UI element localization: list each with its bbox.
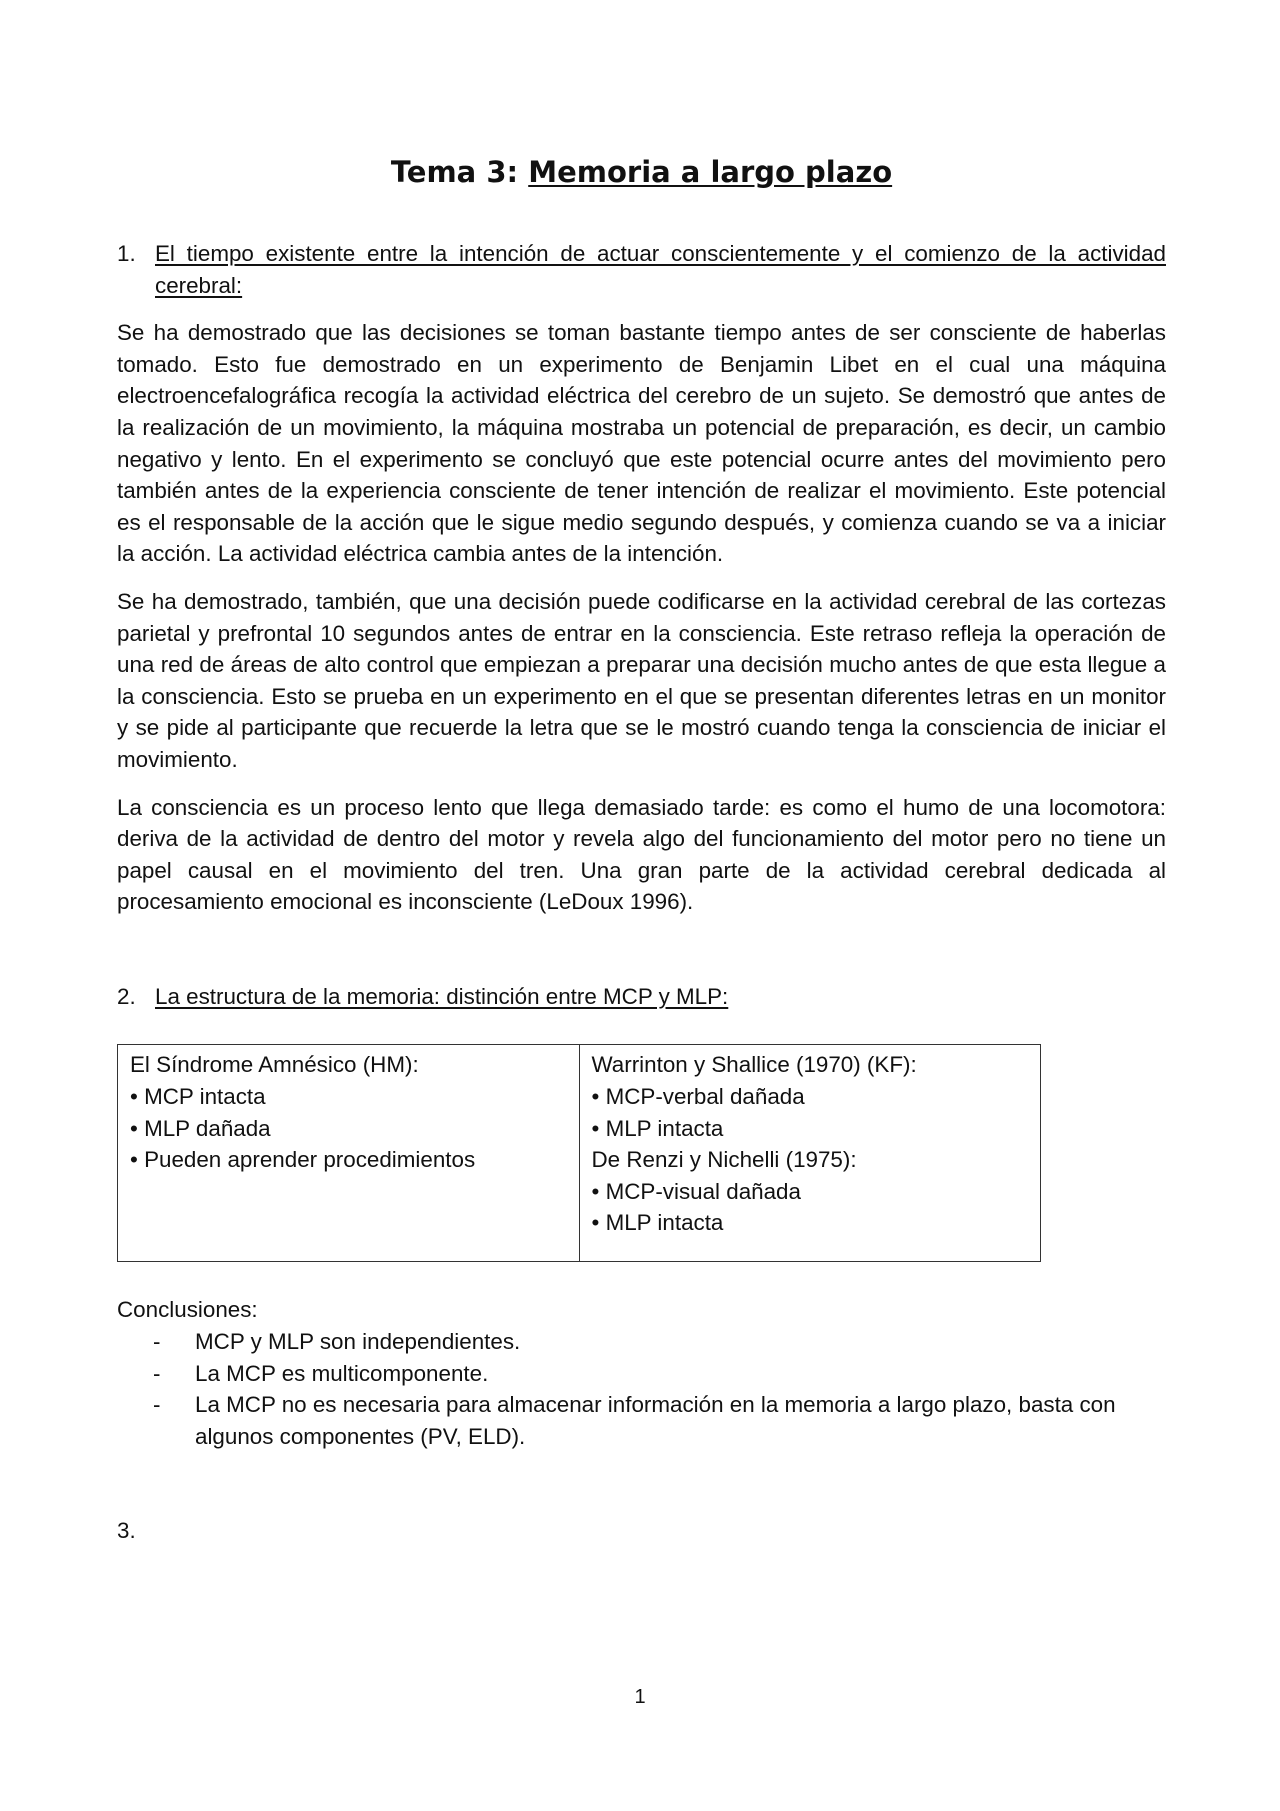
document-body [117,152,1166,1547]
right-cell-bullet: • MCP-verbal dañada [592,1081,1029,1113]
section-2-heading [117,981,1166,1013]
title-prefix: Tema 3: [390,155,529,189]
section-1-paragraph-3: La consciencia es un proceso lento que llega demasiado tarde: es como el humo de una locomotora: deriva de la actividad de dentro del motor y revela algo del funcionamiento del motor pero no tiene un papel causal en el movimiento del tren. Una gran parte de la actividad cerebral dedicada al procesamiento emocional es inconsciente (LeDoux 1996). [117,794,1166,915]
page-number: 1 [634,1686,646,1708]
list-dash: - [153,1360,161,1386]
right-cell-bullet: • MLP intacta [592,1207,1029,1239]
list-item [117,1358,1166,1390]
table-row [118,1045,1041,1262]
page-title [117,152,1166,192]
section-2-number: 2. [117,983,136,1009]
section-1-paragraph-1: Se ha demostrado que las decisiones se toman bastante tiempo antes de ser consciente de haberlas tomado. Esto fue demostrado en un experimento de Benjamin Libet en el cual una máquina electroencefalográfica recogía la actividad eléctrica del cerebro de un sujeto. Se demostró que antes de la realización de un movimiento, la máquina mostraba un potencial de preparación, es decir, un cambio negativo y lento. En el experimento se concluyó que este potencial ocurre antes del movimiento pero también antes de la experiencia consciente de tener intención de realizar el movimiento. Este potencial es el responsable de la acción que le sigue medio segundo después, y comienza cuando se va a iniciar la acción. La actividad eléctrica cambia antes de la intención. [117,320,1166,567]
list-item [117,1389,1166,1452]
left-cell-bullet: • Pueden aprender procedimientos [130,1144,567,1176]
list-item [117,1326,1166,1358]
conclusions-list [117,1326,1166,1452]
list-item-text: La MCP es multicomponente. [195,1360,489,1386]
section-1-heading [117,238,1166,301]
section-1-number: 1. [117,241,136,266]
right-cell-bullet: • MCP-visual dañada [592,1176,1029,1208]
section-2-heading-text: La estructura de la memoria: distinción entre MCP y MLP: [155,983,729,1009]
right-cell-title-2: De Renzi y Nichelli (1975): [591,1147,857,1173]
list-dash: - [153,1329,161,1355]
table-cell-left [118,1045,580,1262]
left-cell-title: El Síndrome Amnésico (HM): [130,1052,419,1078]
comparison-table [117,1044,1041,1262]
section-1-paragraph-2: Se ha demostrado, también, que una decisión puede codificarse en la actividad cerebral de las cortezas parietal y prefrontal 10 segundos antes de entrar en la consciencia. Este retraso refleja la operación de una red de áreas de alto control que empiezan a preparar una decisión mucho antes de que esta llegue a la consciencia. Esto se prueba en un experimento en el que se presentan diferentes letras en un monitor y se pide al participante que recuerde la letra que se le mostró cuando tenga la consciencia de iniciar el movimiento. [117,588,1166,772]
conclusions-label: Conclusiones: [117,1297,258,1323]
list-dash: - [153,1392,161,1418]
left-cell-bullet: • MLP dañada [130,1113,567,1145]
right-cell-title-1: Warrinton y Shallice (1970) (KF): [591,1052,917,1078]
title-main: Memoria a largo plazo [528,155,893,189]
list-item-text: MCP y MLP son independientes. [195,1329,521,1355]
left-cell-bullet: • MCP intacta [130,1081,567,1113]
right-cell-bullet: • MLP intacta [592,1113,1029,1145]
table-cell-right [579,1045,1041,1262]
list-item-text: La MCP no es necesaria para almacenar información en la memoria a largo plazo, basta con algunos componentes (PV, ELD). [195,1392,1116,1449]
section-1-heading-text: El tiempo existente entre la intención de actuar conscientemente y el comienzo de la actividad cerebral: [155,241,1166,298]
section-3-number: 3. [117,1518,136,1544]
